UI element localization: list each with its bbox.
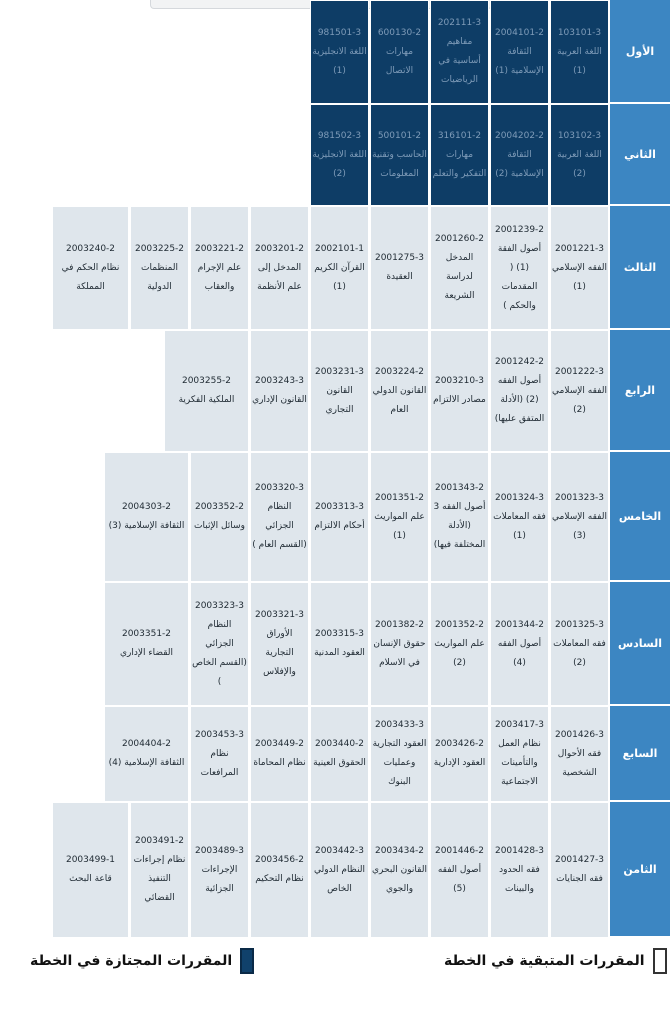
course-cell [430, 706, 489, 802]
course-cell [550, 706, 609, 802]
course-cell [190, 802, 249, 938]
course-name: أصول الفقه 3 (الأدلة المختلفة فيها) [433, 502, 486, 550]
course-code: 2003255-2 [181, 376, 232, 386]
course-name: القضاء الإداري [120, 648, 173, 658]
course-cell [310, 330, 369, 452]
course-cell [310, 104, 369, 206]
course-name: القانون البحري والجوي [372, 864, 427, 894]
course-code: 500101-2 [377, 130, 422, 141]
semester-row [0, 206, 672, 330]
course-name: الأوراق التجارية والإفلاس [263, 629, 296, 677]
course-code: 2003499-1 [65, 855, 116, 865]
course-name: مهارات الاتصال [385, 46, 414, 76]
course-name: علم المواريث (2) [434, 638, 485, 668]
course-name: نظام الحكم في المملكة [61, 262, 120, 292]
course-name: القانون الدولي العام [372, 385, 427, 415]
course-name: القانون التجاري [325, 385, 354, 415]
course-cell [310, 452, 369, 582]
course-name: الحقوق العينية [313, 758, 366, 768]
course-name: فقه المعاملات (1) [493, 511, 546, 541]
course-code: 981502-3 [317, 130, 362, 141]
course-cell [490, 330, 549, 452]
course-cell [550, 206, 609, 330]
course-code: 2001324-3 [494, 492, 545, 503]
course-cell [52, 802, 129, 938]
course-cell [490, 802, 549, 938]
course-cell [130, 206, 189, 330]
course-cell [430, 104, 489, 206]
course-code: 2001428-3 [494, 845, 545, 856]
course-code: 2003210-3 [434, 376, 485, 386]
course-name: وسائل الإثبات [194, 521, 245, 531]
course-name: أصول الفقه (4) [497, 638, 542, 668]
course-code: 2003426-2 [434, 739, 485, 749]
course-name: اللغة الانجليزية (1) [312, 46, 367, 76]
legend-completed-label: المقررات المجتازة في الخطة [30, 953, 233, 969]
course-name: الفقه الإسلامي (3) [552, 511, 607, 541]
course-name: القرآن الكريم (1) [314, 262, 365, 292]
course-code: 2003352-2 [194, 502, 245, 512]
course-name: قاعة البحث [69, 874, 112, 884]
course-code: 2001352-2 [434, 619, 485, 630]
course-cell [250, 802, 309, 938]
course-cell [190, 452, 249, 582]
course-name: اللغة العربية (2) [557, 149, 602, 179]
semester-label: الثالث [610, 206, 670, 330]
legend-remaining-label: المقررات المتبقية في الخطة [444, 953, 645, 969]
semester-label: السابع [610, 706, 670, 802]
course-code: 2003320-3 [254, 483, 305, 493]
course-name: الثقافة الإسلامية (2) [495, 149, 544, 179]
course-code: 2003491-2 [134, 836, 185, 846]
course-code: 2003434-2 [374, 845, 425, 856]
course-name: الملكية الفكرية [178, 395, 235, 405]
course-code: 2003243-3 [254, 376, 305, 386]
course-code: 2001242-2 [494, 357, 545, 367]
course-name: الفقه الإسلامي (2) [552, 385, 607, 415]
course-cell [104, 706, 189, 802]
course-code: 2003433-3 [374, 720, 425, 730]
course-cell [430, 802, 489, 938]
course-name: أحكام الالتزام [314, 521, 365, 531]
course-code: 2003453-3 [194, 729, 245, 740]
course-name: الثقافة الإسلامية (1) [495, 46, 544, 76]
course-cell [550, 330, 609, 452]
semester-label: السادس [610, 582, 670, 706]
course-cell [370, 206, 429, 330]
course-cell [490, 706, 549, 802]
legend-remaining [444, 948, 667, 974]
course-code: 2001446-2 [434, 845, 485, 856]
course-name: اللغة الانجليزية (2) [312, 149, 367, 179]
course-code: 2003225-2 [134, 243, 185, 254]
course-code: 2001275-3 [374, 253, 425, 263]
course-name: القانون الإداري [252, 395, 307, 405]
course-cell [250, 582, 309, 706]
course-name: المدخل لدراسة الشريعة [444, 253, 475, 301]
course-name: أصول الفقه (2) (الأدلة المتفق عليها) [494, 376, 545, 424]
course-name: النظام الدولي الخاص [313, 864, 366, 894]
course-code: 2003417-3 [494, 720, 545, 730]
course-cell [550, 104, 609, 206]
course-name: العقود المدنية [314, 648, 365, 658]
course-code: 2001325-3 [554, 619, 605, 630]
course-code: 2003313-3 [314, 502, 365, 512]
course-cell [104, 582, 189, 706]
course-cell [370, 802, 429, 938]
course-code: 316101-2 [437, 130, 482, 141]
course-name: الثقافة الإسلامية (3) [108, 521, 185, 531]
course-name: أصول الفقه (5) [437, 864, 482, 894]
course-code: 2003224-2 [374, 366, 425, 377]
course-cell [490, 104, 549, 206]
course-name: العقيدة [386, 272, 413, 282]
course-name: نظام المرافعات [200, 748, 239, 778]
course-code: 2003240-2 [65, 243, 116, 254]
course-name: مصادر الالتزام [433, 395, 486, 405]
course-name: مهارات التفكير والتعلم [432, 149, 487, 179]
course-name: علم المواريث (1) [374, 511, 425, 541]
course-code: 2001222-3 [554, 366, 605, 377]
course-cell [250, 452, 309, 582]
semester-row [0, 104, 672, 206]
course-name: فقه الجنايات [556, 874, 603, 884]
semester-label: الأول [610, 0, 670, 104]
semester-row [0, 706, 672, 802]
course-name: النظام الجزائي (القسم العام ) [252, 502, 307, 550]
course-cell [550, 452, 609, 582]
course-cell [164, 330, 249, 452]
course-cell [310, 206, 369, 330]
course-code: 2004202-2 [494, 130, 545, 141]
legend-completed [30, 948, 254, 974]
course-name: مفاهيم أساسية في الرياضيات [438, 37, 481, 85]
course-name: نظام إجراءات التنفيذ القضائي [133, 855, 186, 903]
course-cell [430, 330, 489, 452]
course-name: اللغة العربية (1) [557, 46, 602, 76]
course-code: 2003221-2 [194, 243, 245, 254]
course-cell [430, 582, 489, 706]
course-name: الحاسب وتقنية المعلومات [372, 149, 427, 179]
course-code: 2001427-3 [554, 855, 605, 865]
course-code: 2003440-2 [314, 739, 365, 749]
course-code: 600130-2 [377, 27, 422, 38]
course-name: الثقافة الإسلامية (4) [108, 758, 185, 768]
course-cell [190, 582, 249, 706]
course-cell [310, 706, 369, 802]
course-code: 2004101-2 [494, 27, 545, 38]
course-code: 103102-3 [557, 130, 602, 141]
course-code: 981501-3 [317, 27, 362, 38]
course-name: نظام العمل والتأمينات الاجتماعية [498, 739, 541, 787]
course-code: 2001323-3 [554, 492, 605, 503]
course-cell [370, 104, 429, 206]
course-cell [370, 452, 429, 582]
course-code: 2003321-3 [254, 610, 305, 620]
legend-remaining-swatch [653, 948, 667, 974]
semester-label: الثامن [610, 802, 670, 938]
course-cell [370, 706, 429, 802]
course-cell [430, 206, 489, 330]
course-code: 2001343-2 [434, 483, 485, 493]
course-cell [370, 0, 429, 104]
course-cell [370, 582, 429, 706]
semester-label: الرابع [610, 330, 670, 452]
course-code: 103101-3 [557, 27, 602, 38]
course-cell [250, 206, 309, 330]
course-name: الفقه الإسلامي (1) [552, 262, 607, 292]
course-name: العقود الإدارية [433, 758, 486, 768]
semester-row [0, 582, 672, 706]
course-name: فقه المعاملات (2) [553, 638, 606, 668]
course-code: 2003201-2 [254, 243, 305, 254]
semester-row [0, 0, 672, 104]
course-code: 2001260-2 [434, 234, 485, 244]
course-cell [310, 802, 369, 938]
course-code: 2003231-3 [314, 366, 365, 377]
course-cell [490, 582, 549, 706]
course-cell [250, 330, 309, 452]
course-code: 2001239-2 [494, 224, 545, 235]
course-cell [550, 0, 609, 104]
legend [0, 940, 672, 990]
course-name: علم الإجرام والعقاب [197, 262, 242, 292]
course-name: أصول الفقة (1) ( المقدمات والحكم ) [497, 243, 542, 311]
course-cell [490, 452, 549, 582]
course-cell [550, 582, 609, 706]
course-name: الإجراءات الجزائية [201, 864, 238, 894]
course-code: 2001221-3 [554, 243, 605, 254]
semester-row [0, 452, 672, 582]
course-code: 2001382-2 [374, 619, 425, 630]
course-code: 2003323-3 [194, 600, 245, 611]
course-cell [550, 802, 609, 938]
course-cell [250, 706, 309, 802]
semester-row [0, 330, 672, 452]
course-cell [52, 206, 129, 330]
course-cell [490, 0, 549, 104]
course-cell [310, 0, 369, 104]
course-cell [190, 206, 249, 330]
course-code: 2003315-3 [314, 629, 365, 639]
study-plan-table [0, 16, 672, 938]
course-cell [490, 206, 549, 330]
course-name: حقوق الإنسان في الاسلام [373, 638, 426, 668]
course-code: 2003442-3 [314, 845, 365, 856]
course-code: 2001351-2 [374, 492, 425, 503]
course-code: 2003489-3 [194, 845, 245, 856]
course-code: 2004404-2 [121, 739, 172, 749]
course-name: فقه الأحوال الشخصية [557, 748, 602, 778]
legend-completed-swatch [240, 948, 254, 974]
course-code: 2002101-1 [314, 243, 365, 254]
course-name: النظام الجزائي (القسم الخاص ) [192, 619, 247, 687]
course-name: المدخل إلى علم الأنظمة [257, 262, 302, 292]
course-code: 2003449-2 [254, 739, 305, 749]
course-cell [430, 0, 489, 104]
course-cell [430, 452, 489, 582]
course-cell [310, 582, 369, 706]
course-cell [190, 706, 249, 802]
course-name: العقود التجارية وعمليات البنوك [372, 739, 427, 787]
semester-row [0, 802, 672, 938]
course-code: 202111-3 [437, 18, 482, 28]
course-cell [130, 802, 189, 938]
course-code: 2001426-3 [554, 729, 605, 740]
course-name: فقه الحدود والبينات [499, 864, 540, 894]
course-name: المنظمات الدولية [141, 262, 178, 292]
semester-label: الثاني [610, 104, 670, 206]
course-cell [104, 452, 189, 582]
course-code: 2003456-2 [254, 855, 305, 865]
course-code: 2001344-2 [494, 619, 545, 630]
course-name: نظام المحاماة [253, 758, 306, 768]
course-cell [370, 330, 429, 452]
course-name: نظام التحكيم [255, 874, 304, 884]
course-code: 2004303-2 [121, 502, 172, 512]
course-code: 2003351-2 [121, 629, 172, 639]
semester-label: الخامس [610, 452, 670, 582]
